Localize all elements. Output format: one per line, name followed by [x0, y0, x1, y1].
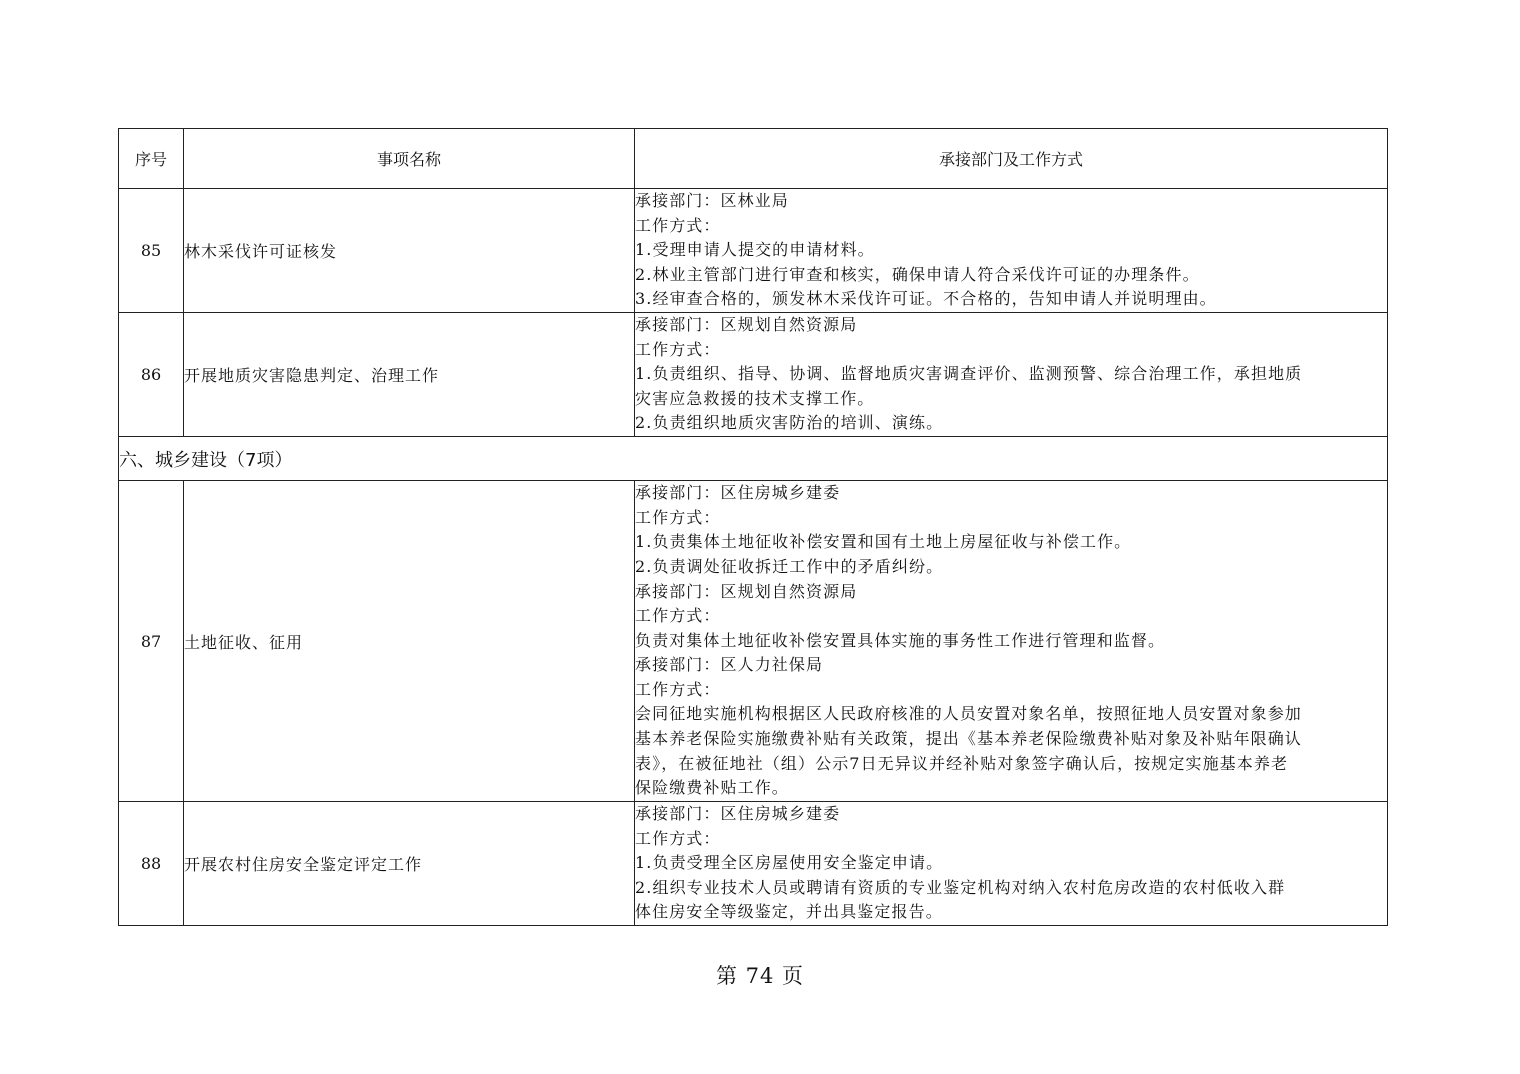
dept-line: 承接部门：区住房城乡建委: [635, 804, 841, 823]
dept-line: 灾害应急救援的技术支撑工作。: [635, 388, 875, 408]
dept-line: 工作方式：: [635, 679, 721, 699]
row-item-name: 林木采伐许可证核发: [184, 189, 635, 313]
row-dept-method: [635, 802, 1388, 926]
dept-line: 负责对集体土地征收补偿安置具体实施的事务性工作进行管理和监督。: [635, 630, 1166, 650]
dept-line: 1.负责受理全区房屋使用安全鉴定申请。: [635, 853, 944, 873]
dept-line: 1.受理申请人提交的申请材料。: [635, 240, 875, 260]
dept-line: 承接部门：区人力社保局: [635, 655, 824, 675]
dept-line: 承接部门：区林业局: [635, 191, 789, 211]
row-seq: 86: [119, 313, 184, 437]
dept-line: 工作方式：: [635, 507, 721, 527]
dept-line: 工作方式：: [635, 606, 721, 626]
header-name: 事项名称: [184, 129, 635, 189]
row-seq: 88: [119, 802, 184, 926]
dept-line: 保险缴费补贴工作。: [635, 778, 789, 798]
table-row: [119, 313, 1388, 437]
dept-line: 1.负责组织、指导、协调、监督地质灾害调查评价、监测预警、综合治理工作，承担地质: [635, 364, 1303, 384]
section-row: [119, 437, 1388, 481]
dept-line: 1.负责集体土地征收补偿安置和国有土地上房屋征收与补偿工作。: [635, 532, 1132, 552]
header-seq: 序号: [119, 129, 184, 189]
row-dept-method: [635, 481, 1388, 802]
table-header-row: [119, 129, 1388, 189]
dept-line: 承接部门：区住房城乡建委: [635, 483, 841, 503]
header-dept: 承接部门及工作方式: [635, 129, 1388, 189]
table-row: [119, 189, 1388, 313]
table-row: [119, 481, 1388, 802]
row-item-name: 土地征收、征用: [184, 481, 635, 802]
dept-line: 基本养老保险实施缴费补贴有关政策，提出《基本养老保险缴费补贴对象及补贴年限确认: [635, 729, 1302, 749]
section-title: 六、城乡建设（7项）: [119, 437, 1388, 481]
row-item-name: 开展地质灾害隐患判定、治理工作: [184, 313, 635, 437]
dept-line: 2.负责调处征收拆迁工作中的矛盾纠纷。: [635, 556, 944, 576]
dept-line: 体住房安全等级鉴定，并出具鉴定报告。: [635, 902, 943, 922]
dept-line: 工作方式：: [635, 339, 721, 359]
dept-line: 会同征地实施机构根据区人民政府核准的人员安置对象名单，按照征地人员安置对象参加: [635, 704, 1302, 724]
row-dept-method: [635, 189, 1388, 313]
row-dept-method: [635, 313, 1388, 437]
dept-line: 3.经审查合格的，颁发林木采伐许可证。不合格的，告知申请人并说明理由。: [635, 289, 1217, 309]
row-seq: 85: [119, 189, 184, 313]
dept-line: 2.林业主管部门进行审查和核实，确保申请人符合采伐许可证的办理条件。: [635, 264, 1200, 284]
dept-line: 工作方式：: [635, 215, 721, 235]
dept-line: 工作方式：: [635, 828, 721, 848]
dept-line: 承接部门：区规划自然资源局: [635, 581, 858, 601]
row-seq: 87: [119, 481, 184, 802]
dept-line: 2.组织专业技术人员或聘请有资质的专业鉴定机构对纳入农村危房改造的农村低收入群: [635, 877, 1286, 897]
table-row: [119, 802, 1388, 926]
items-table: [118, 128, 1388, 926]
row-item-name: 开展农村住房安全鉴定评定工作: [184, 802, 635, 926]
dept-line: 承接部门：区规划自然资源局: [635, 315, 858, 335]
dept-line: 表》，在被征地社（组）公示7日无异议并经补贴对象签字确认后，按规定实施基本养老: [635, 753, 1289, 773]
page-number: 第 74 页: [715, 964, 805, 988]
dept-line: 2.负责组织地质灾害防治的培训、演练。: [635, 413, 944, 433]
